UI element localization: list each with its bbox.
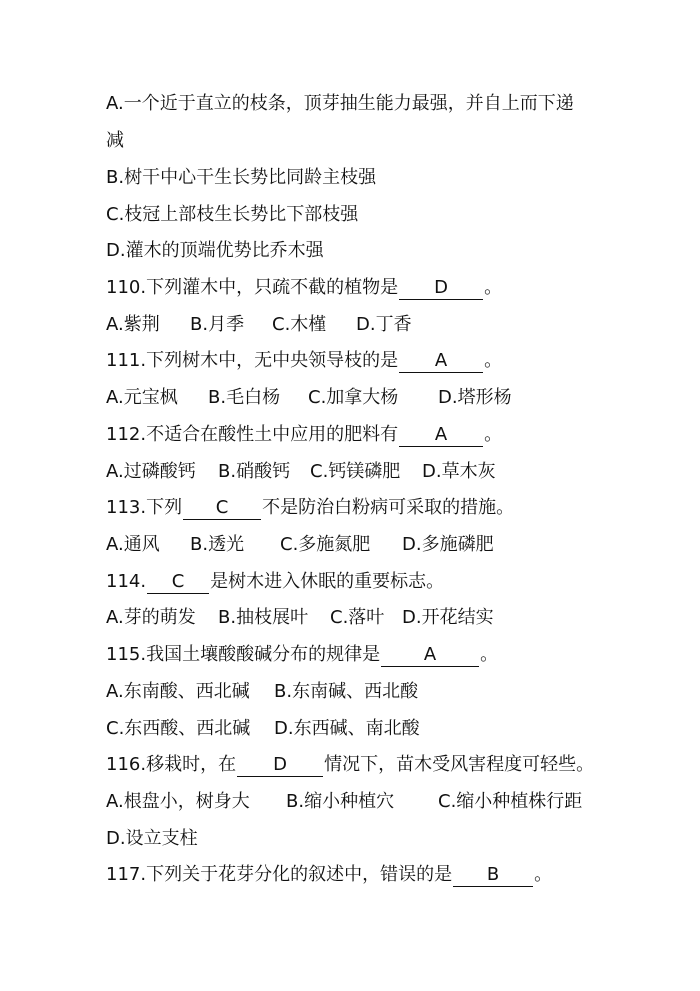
option: C.加拿大杨 — [308, 387, 399, 408]
answer-blank: D — [399, 277, 483, 300]
option: C.木槿 — [272, 314, 327, 335]
question-113 — [106, 496, 514, 520]
text-line — [106, 203, 358, 227]
question-116 — [106, 753, 594, 777]
options-line — [106, 606, 494, 630]
question-tail: 。 — [484, 277, 503, 298]
question-text: 110.下列灌木中，只疏不截的植物是 — [106, 277, 399, 298]
question-112 — [106, 423, 502, 447]
question-110 — [106, 276, 502, 300]
option: A.紫荆 — [106, 314, 160, 335]
answer-blank: C — [147, 571, 209, 594]
option: D.草木灰 — [422, 461, 496, 482]
question-115 — [106, 643, 498, 667]
option: A.过磷酸钙 — [106, 461, 196, 482]
answer-blank: C — [183, 497, 261, 520]
question-tail: 。 — [484, 350, 503, 371]
option: C.多施氮肥 — [280, 534, 371, 555]
option: C.缩小种植株行距 — [438, 791, 583, 812]
options-line — [106, 680, 418, 704]
text-line — [106, 166, 376, 190]
line-text: D.设立支柱 — [106, 828, 198, 849]
options-line — [106, 460, 496, 484]
option: B.透光 — [190, 534, 245, 555]
line-text: B.树干中心干生长势比同龄主枝强 — [106, 167, 377, 188]
option: B.月季 — [190, 314, 245, 335]
text-line — [106, 827, 198, 851]
question-117 — [106, 863, 552, 887]
question-111 — [106, 349, 502, 373]
option: A.通风 — [106, 534, 160, 555]
text-line — [106, 129, 124, 153]
question-tail: 。 — [480, 644, 499, 665]
option: D.塔形杨 — [438, 387, 512, 408]
option: A.元宝枫 — [106, 387, 178, 408]
options-line — [106, 790, 582, 814]
option: B.硝酸钙 — [218, 461, 291, 482]
option: A.芽的萌发 — [106, 607, 196, 628]
answer-blank: A — [399, 424, 483, 447]
question-tail: 。 — [484, 424, 503, 445]
question-text: 112.不适合在酸性土中应用的肥料有 — [106, 424, 399, 445]
option: B.缩小种植穴 — [286, 791, 395, 812]
line-text: C.枝冠上部枝生长势比下部枝强 — [106, 204, 359, 225]
question-text: 115.我国土壤酸酸碱分布的规律是 — [106, 644, 381, 665]
text-line — [106, 239, 324, 263]
option: A.东南酸、西北碱 — [106, 681, 250, 702]
text-line — [106, 92, 574, 116]
question-text: 116.移栽时，在 — [106, 754, 237, 775]
option: D.多施磷肥 — [402, 534, 494, 555]
question-tail: 是树木进入休眠的重要标志。 — [210, 571, 445, 592]
answer-blank: D — [237, 754, 323, 777]
option: D.开花结实 — [402, 607, 494, 628]
line-text: A.一个近于直立的枝条，顶芽抽生能力最强，并自上而下递 — [106, 93, 574, 114]
question-text: 117.下列关于花芽分化的叙述中，错误的是 — [106, 864, 453, 885]
question-text: 111.下列树木中，无中央领导枝的是 — [106, 350, 399, 371]
option: C.落叶 — [330, 607, 385, 628]
line-text: 减 — [106, 130, 124, 151]
option: D.东西碱、南北酸 — [274, 718, 420, 739]
options-line — [106, 533, 494, 557]
option: D.丁香 — [356, 314, 412, 335]
option: B.东南碱、西北酸 — [274, 681, 419, 702]
answer-blank: A — [381, 644, 479, 667]
option: A.根盘小，树身大 — [106, 791, 250, 812]
options-line — [106, 717, 420, 741]
question-text: 114. — [106, 571, 147, 592]
question-text: 113.下列 — [106, 497, 183, 518]
line-text: D.灌木的顶端优势比乔木强 — [106, 240, 324, 261]
option: C.钙镁磷肥 — [310, 461, 401, 482]
option: C.东西酸、西北碱 — [106, 718, 251, 739]
question-tail: 情况下，苗木受风害程度可轻些。 — [324, 754, 595, 775]
answer-blank: B — [453, 864, 533, 887]
question-tail: 不是防治白粉病可采取的措施。 — [262, 497, 515, 518]
answer-blank: A — [399, 350, 483, 373]
option: B.抽枝展叶 — [218, 607, 309, 628]
question-114 — [106, 570, 444, 594]
options-line — [106, 386, 512, 410]
option: B.毛白杨 — [208, 387, 281, 408]
options-line — [106, 313, 412, 337]
question-tail: 。 — [534, 864, 553, 885]
